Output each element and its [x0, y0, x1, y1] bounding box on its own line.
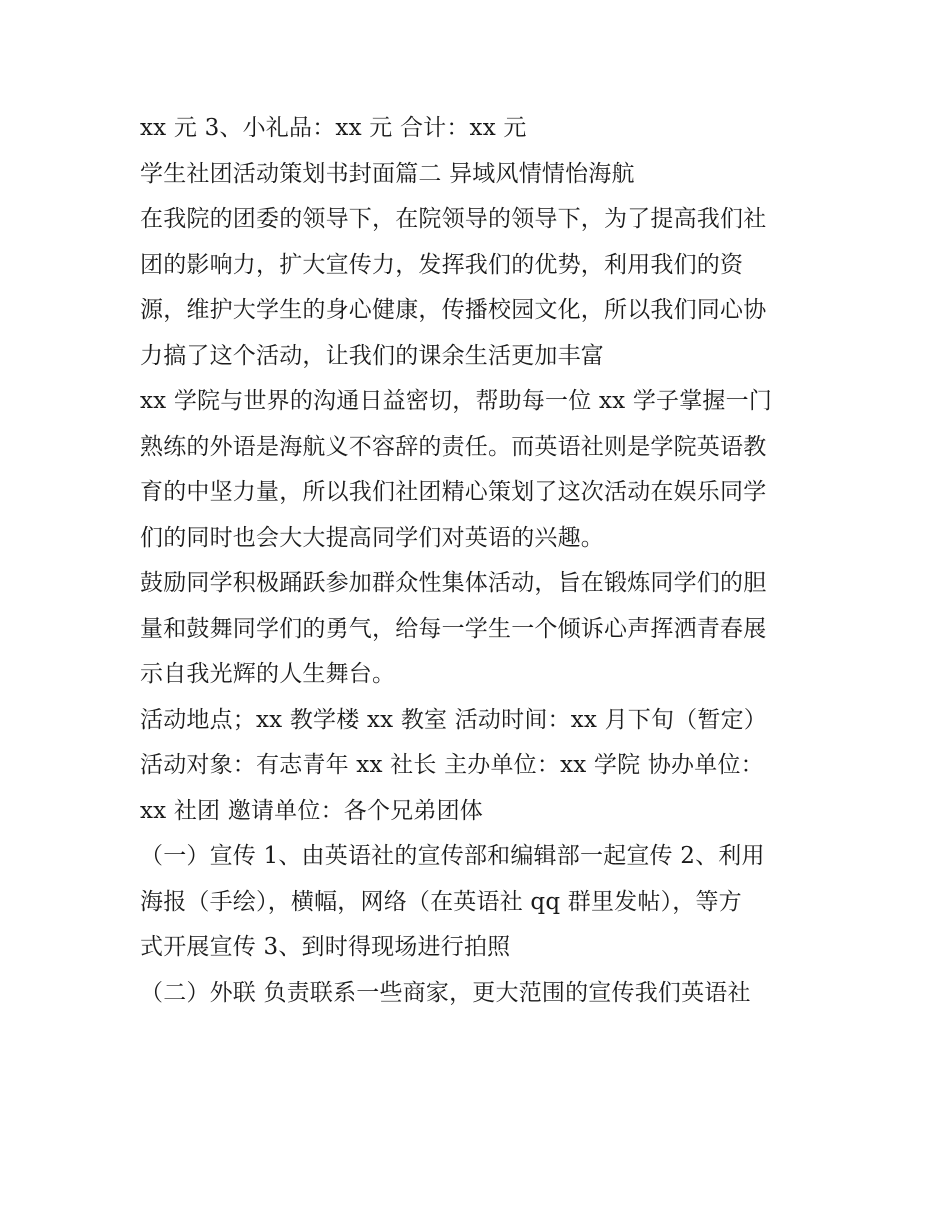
text-line: 源，维护大学生的身心健康，传播校园文化，所以我们同心协	[140, 297, 767, 323]
text-line: 活动地点；xx 教学楼 xx 教室 活动时间：xx 月下旬（暂定）	[140, 706, 767, 733]
text-line: 学生社团活动策划书封面篇二 异域风情情怡海航	[140, 160, 635, 187]
text-line: 活动对象：有志青年 xx 社长 主办单位：xx 学院 协办单位：	[140, 752, 764, 778]
text-line: （一）宣传 1、由英语社的宣传部和编辑部一起宣传 2、利用	[140, 843, 765, 869]
text-line: xx 学院与世界的沟通日益密切，帮助每一位 xx 学子掌握一门	[140, 388, 773, 414]
text-line: 量和鼓舞同学们的勇气，给每一学生一个倾诉心声挥洒青春展	[140, 615, 767, 642]
text-line: xx 元 3、小礼品：xx 元 合计：xx 元	[140, 115, 527, 141]
text-line: 团的影响力，扩大宣传力，发挥我们的优势，利用我们的资	[140, 251, 744, 278]
text-line: （二）外联 负责联系一些商家，更大范围的宣传我们英语社	[140, 979, 751, 1006]
text-line: 熟练的外语是海航义不容辞的责任。而英语社则是学院英语教	[140, 433, 767, 460]
text-line: 们的同时也会大大提高同学们对英语的兴趣。	[140, 524, 604, 551]
text-line: 在我院的团委的领导下，在院领导的领导下，为了提高我们社	[140, 206, 767, 232]
text-line: 力搞了这个活动，让我们的课余生活更加丰富	[140, 342, 604, 369]
text-line: xx 社团 邀请单位：各个兄弟团体	[140, 797, 483, 824]
text-line: 式开展宣传 3、到时得现场进行拍照	[140, 934, 511, 960]
text-line: 育的中坚力量，所以我们社团精心策划了这次活动在娱乐同学	[140, 479, 767, 505]
text-line: 海报（手绘），横幅，网络（在英语社 qq 群里发帖），等方	[140, 888, 742, 915]
text-line: 示自我光辉的人生舞台。	[140, 661, 396, 687]
text-line: 鼓励同学积极踊跃参加群众性集体活动，旨在锻炼同学们的胆	[140, 570, 767, 596]
document-body	[140, 106, 820, 1016]
